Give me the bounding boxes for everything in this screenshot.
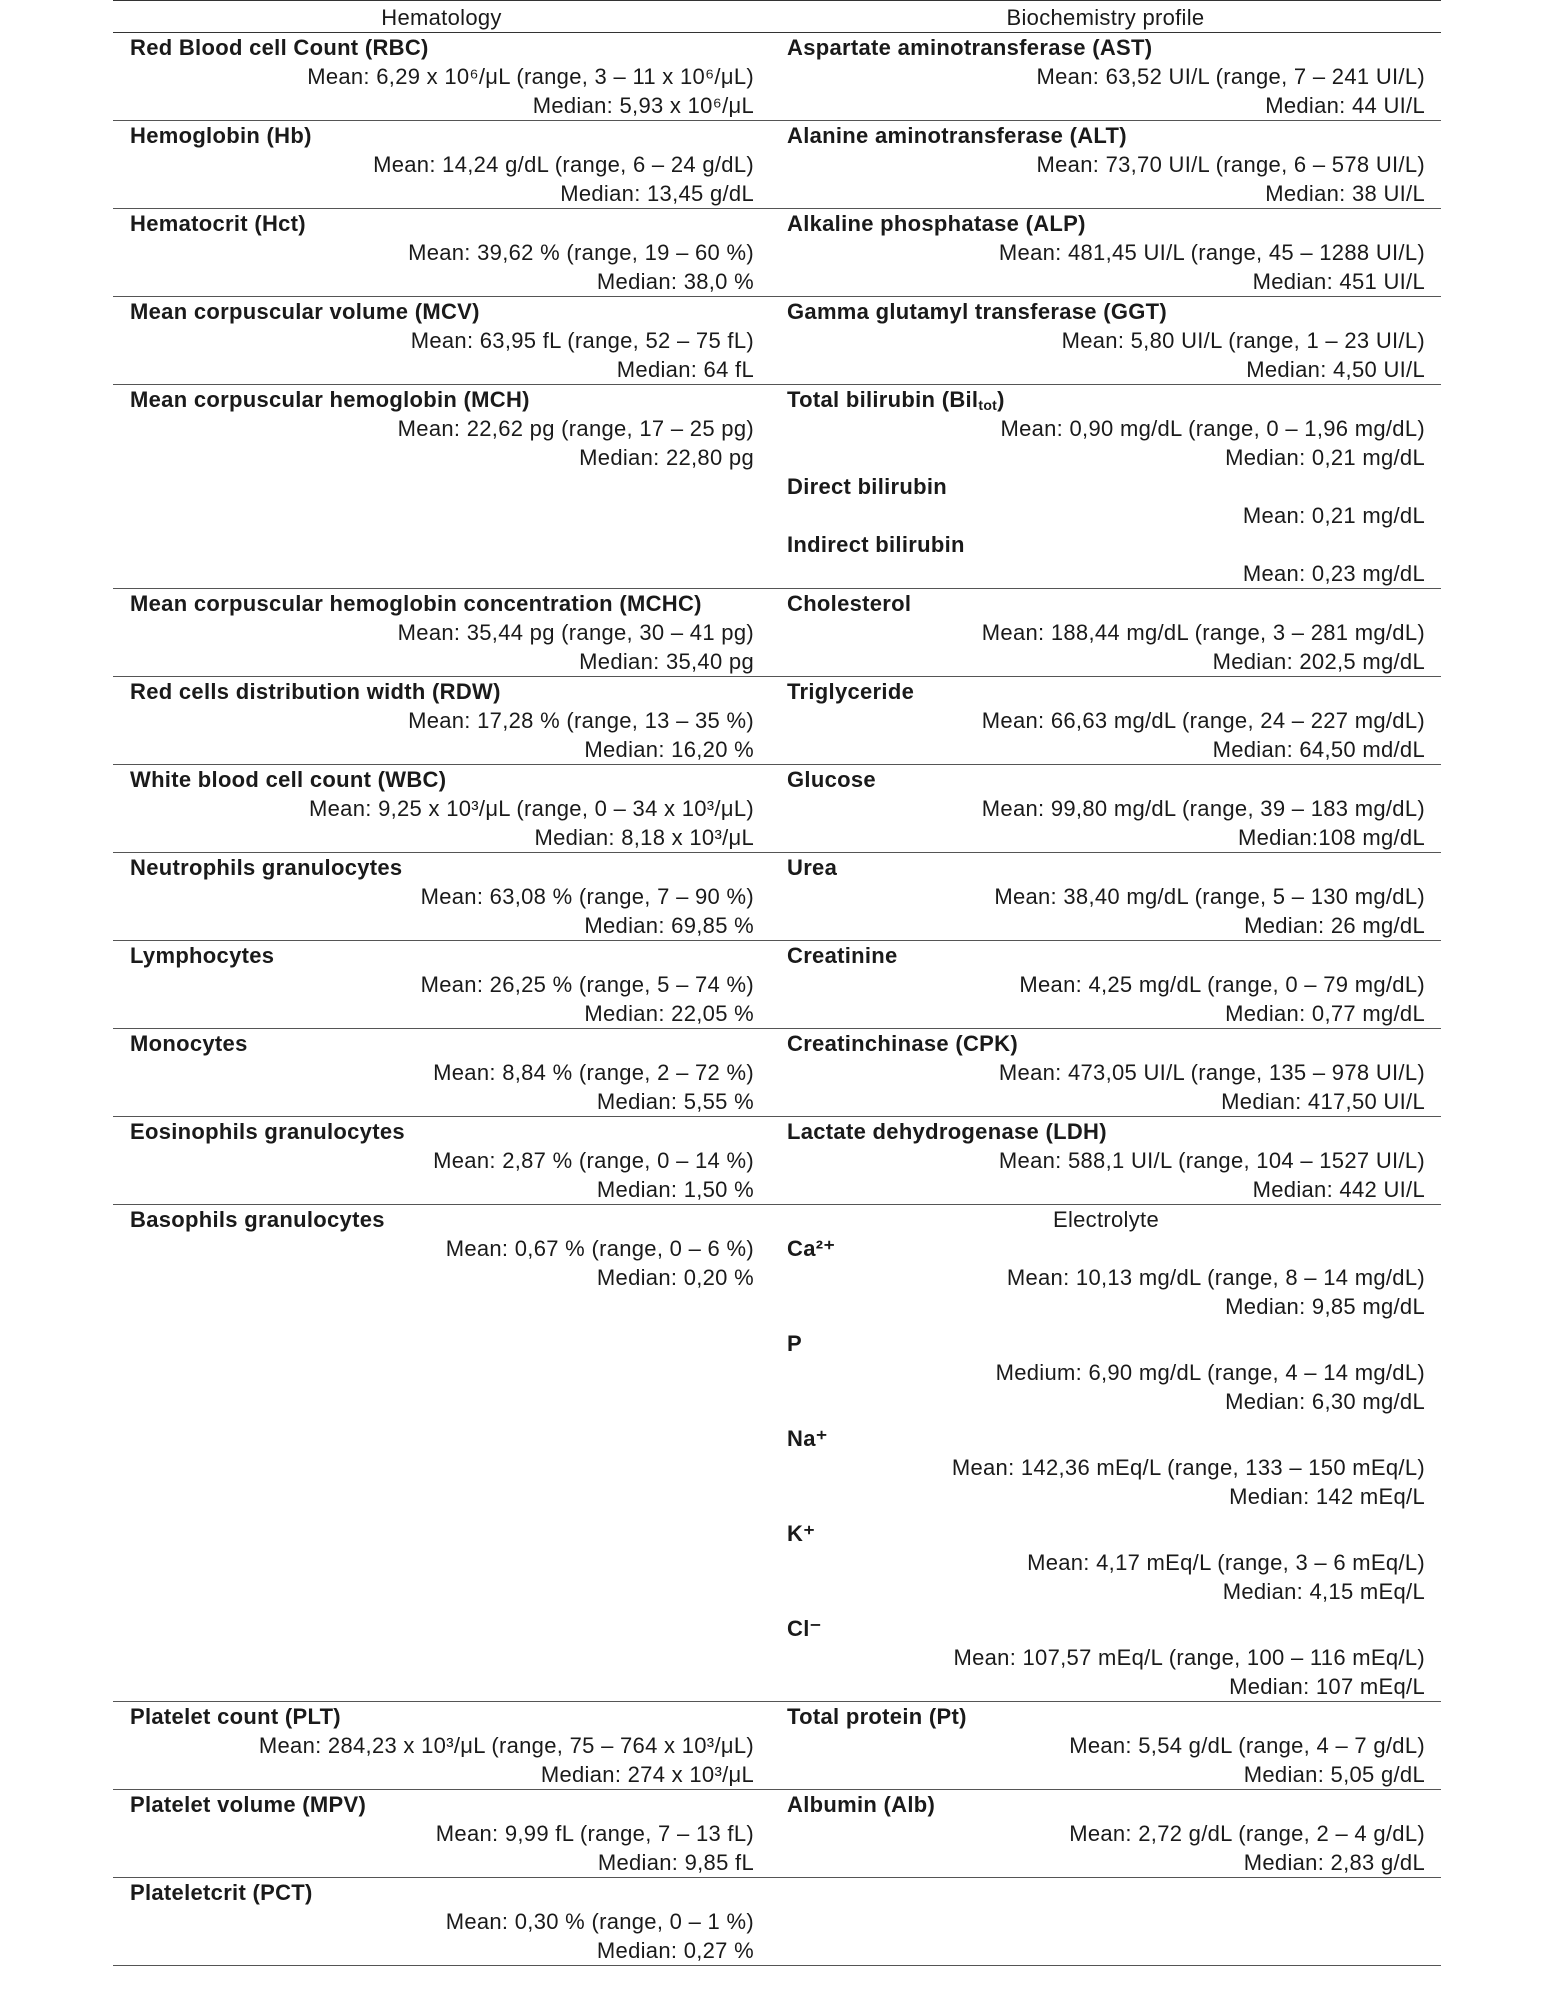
mean-value: Mean: 63,95 fL (range, 52 – 75 fL) (410, 328, 754, 353)
median-value: Median: 16,20 % (584, 737, 754, 762)
parameter-name (130, 1878, 754, 1907)
median-value: Median: 9,85 mg/dL (1225, 1294, 1425, 1319)
hematology-cell (113, 853, 770, 941)
median-value: Median: 69,85 % (584, 913, 754, 938)
median-value: Median: 22,80 pg (579, 445, 754, 470)
mean-value: Medium: 6,90 mg/dL (range, 4 – 14 mg/dL) (995, 1360, 1425, 1385)
hematology-cell (113, 1878, 770, 1966)
median-value: Median: 5,55 % (596, 1089, 754, 1114)
electrolyte-name: Ca²⁺ (787, 1236, 836, 1261)
mean-value: Mean: 22,62 pg (range, 17 – 25 pg) (397, 416, 754, 441)
hematology-cell (113, 1029, 770, 1117)
table-row (113, 33, 1441, 121)
median-value: Median: 44 UI/L (1265, 93, 1425, 118)
spacer (787, 1606, 1425, 1614)
biochemistry-cell (770, 1878, 1441, 1966)
parameter-name-text: Mean corpuscular hemoglobin concentration (MCHC) (130, 591, 702, 616)
parameter-name (130, 121, 754, 150)
electrolyte-name: Na⁺ (787, 1426, 828, 1451)
parameter-name (787, 33, 1425, 62)
hematology-cell (113, 385, 770, 589)
parameter-name (787, 1790, 1425, 1819)
biochemistry-cell (770, 853, 1441, 941)
mean-value: Mean: 5,54 g/dL (range, 4 – 7 g/dL) (1069, 1733, 1425, 1758)
parameter-name (130, 33, 754, 62)
mean-value: Mean: 588,1 UI/L (range, 104 – 1527 UI/L) (998, 1148, 1425, 1173)
document-page (113, 0, 1441, 1966)
parameter-name-text: Platelet count (PLT) (130, 1704, 341, 1729)
section-heading: Electrolyte (1052, 1207, 1159, 1232)
parameter-name-text: Creatinchinase (CPK) (787, 1031, 1018, 1056)
mean-value: Mean: 0,21 mg/dL (1242, 503, 1425, 528)
biochemistry-cell (770, 33, 1441, 121)
parameter-name-text: Eosinophils granulocytes (130, 1119, 405, 1144)
median-value: Median: 22,05 % (584, 1001, 754, 1026)
mean-value: Mean: 99,80 mg/dL (range, 39 – 183 mg/dL) (981, 796, 1425, 821)
parameter-name-text: Creatinine (787, 943, 898, 968)
median-value: Median: 1,50 % (596, 1177, 754, 1202)
median-value: Median: 202,5 mg/dL (1212, 649, 1425, 674)
table-row (113, 765, 1441, 853)
spacer (787, 1416, 1425, 1424)
table-header-row (113, 1, 1441, 33)
median-value: Median:108 mg/dL (1237, 825, 1425, 850)
parameter-name (787, 941, 1425, 970)
parameter-name-text: Red Blood cell Count (RBC) (130, 35, 429, 60)
mean-value: Mean: 38,40 mg/dL (range, 5 – 130 mg/dL) (994, 884, 1425, 909)
mean-value: Mean: 188,44 mg/dL (range, 3 – 281 mg/dL) (981, 620, 1425, 645)
biochemistry-cell (770, 589, 1441, 677)
hematology-cell (113, 209, 770, 297)
biochemistry-cell (770, 121, 1441, 209)
parameter-name (130, 765, 754, 794)
parameter-name-text: Platelet volume (MPV) (130, 1792, 367, 1817)
mean-value: Mean: 63,52 UI/L (range, 7 – 241 UI/L) (1036, 64, 1425, 89)
median-value: Median: 4,50 UI/L (1246, 357, 1425, 382)
biochemistry-cell (770, 1117, 1441, 1205)
hematology-cell (113, 121, 770, 209)
median-value: Median: 64,50 md/dL (1212, 737, 1425, 762)
parameter-name-text: Monocytes (130, 1031, 248, 1056)
median-value: Median: 4,15 mEq/L (1222, 1579, 1425, 1604)
median-value: Median: 64 fL (616, 357, 754, 382)
electrolyte-name: Cl⁻ (787, 1616, 822, 1641)
hematology-cell (113, 1702, 770, 1790)
spacer (787, 1511, 1425, 1519)
table-row (113, 1029, 1441, 1117)
median-value: Median: 13,45 g/dL (560, 181, 754, 206)
electrolyte-name: P (787, 1331, 802, 1356)
parameter-name-text: Triglyceride (787, 679, 915, 704)
median-value: Median: 6,30 mg/dL (1225, 1389, 1425, 1414)
parameter-name (787, 385, 1425, 414)
mean-value: Mean: 5,80 UI/L (range, 1 – 23 UI/L) (1061, 328, 1425, 353)
parameter-name (787, 589, 1425, 618)
parameter-name-text: Albumin (Alb) (787, 1792, 936, 1817)
parameter-name (130, 677, 754, 706)
mean-value: Mean: 0,67 % (range, 0 – 6 %) (445, 1236, 754, 1261)
table-body (113, 33, 1441, 1966)
parameter-name-text: Lactate dehydrogenase (LDH) (787, 1119, 1107, 1144)
median-value: Median: 417,50 UI/L (1221, 1089, 1425, 1114)
parameter-name (130, 297, 754, 326)
parameter-name (130, 1702, 754, 1731)
biochemistry-cell (770, 209, 1441, 297)
median-value: Median: 38 UI/L (1265, 181, 1425, 206)
parameter-name-subscript: tot (978, 397, 998, 413)
lab-results-table (113, 0, 1441, 1966)
parameter-name-text: Mean corpuscular volume (MCV) (130, 299, 480, 324)
parameter-name (787, 121, 1425, 150)
median-value: Median: 442 UI/L (1252, 1177, 1425, 1202)
mean-value: Mean: 14,24 g/dL (range, 6 – 24 g/dL) (373, 152, 754, 177)
mean-value: Mean: 107,57 mEq/L (range, 100 – 116 mEq/L) (953, 1645, 1425, 1670)
parameter-name (130, 1790, 754, 1819)
parameter-name (787, 1029, 1425, 1058)
parameter-name (130, 941, 754, 970)
median-value: Median: 142 mEq/L (1229, 1484, 1425, 1509)
parameter-name-text: Total bilirubin (Bil (787, 387, 979, 412)
parameter-name (787, 853, 1425, 882)
median-value: Median: 274 x 10³/μL (540, 1762, 754, 1787)
mean-value: Mean: 9,99 fL (range, 7 – 13 fL) (435, 1821, 754, 1846)
median-value: Median: 0,21 mg/dL (1225, 445, 1425, 470)
median-value: Median: 2,83 g/dL (1243, 1850, 1425, 1875)
parameter-name-text: Alkaline phosphatase (ALP) (787, 211, 1086, 236)
hematology-cell (113, 1205, 770, 1702)
parameter-name-text: Lymphocytes (130, 943, 275, 968)
mean-value: Mean: 10,13 mg/dL (range, 8 – 14 mg/dL) (1006, 1265, 1425, 1290)
electrolyte-name: K⁺ (787, 1521, 816, 1546)
parameter-name-text: Urea (787, 855, 838, 880)
biochemistry-cell (770, 1029, 1441, 1117)
biochemistry-cell (770, 1702, 1441, 1790)
table-row (113, 297, 1441, 385)
mean-value: Mean: 17,28 % (range, 13 – 35 %) (408, 708, 754, 733)
table-row (113, 121, 1441, 209)
median-value: Median: 0,27 % (596, 1938, 754, 1963)
table-row (113, 209, 1441, 297)
parameter-name (787, 765, 1425, 794)
hematology-cell (113, 589, 770, 677)
mean-value: Mean: 142,36 mEq/L (range, 133 – 150 mEq/L) (951, 1455, 1425, 1480)
parameter-name (130, 1205, 754, 1234)
parameter-name-text: Glucose (787, 767, 876, 792)
parameter-name-text: Basophils granulocytes (130, 1207, 385, 1232)
hematology-cell (113, 1790, 770, 1878)
parameter-name (130, 1029, 754, 1058)
mean-value: Mean: 0,30 % (range, 0 – 1 %) (445, 1909, 754, 1934)
mean-value: Mean: 0,90 mg/dL (range, 0 – 1,96 mg/dL) (1000, 416, 1425, 441)
hematology-cell (113, 1117, 770, 1205)
biochemistry-cell (770, 297, 1441, 385)
median-value: Median: 107 mEq/L (1229, 1674, 1425, 1699)
mean-value: Mean: 35,44 pg (range, 30 – 41 pg) (397, 620, 754, 645)
parameter-name-text: Plateletcrit (PCT) (130, 1880, 313, 1905)
parameter-name-text: Gamma glutamyl transferase (GGT) (787, 299, 1168, 324)
biochemistry-cell (770, 1790, 1441, 1878)
parameter-name (787, 209, 1425, 238)
parameter-name-text: Mean corpuscular hemoglobin (MCH) (130, 387, 530, 412)
parameter-name-text: Hematocrit (Hct) (130, 211, 306, 236)
table-row (113, 589, 1441, 677)
parameter-name (130, 385, 754, 414)
header-hematology: Hematology (113, 1, 770, 33)
hematology-cell (113, 765, 770, 853)
parameter-name-text: Neutrophils granulocytes (130, 855, 403, 880)
biochemistry-cell (770, 765, 1441, 853)
table-row (113, 385, 1441, 589)
mean-value: Mean: 2,87 % (range, 0 – 14 %) (433, 1148, 754, 1173)
biochemistry-cell (770, 1205, 1441, 1702)
parameter-name-text: Cholesterol (787, 591, 912, 616)
mean-value: Mean: 9,25 x 10³/μL (range, 0 – 34 x 10³/μL) (309, 796, 754, 821)
parameter-name-text: Aspartate aminotransferase (AST) (787, 35, 1153, 60)
median-value: Median: 5,93 x 10⁶/μL (532, 93, 754, 118)
median-value: Median: 9,85 fL (597, 1850, 754, 1875)
table-row (113, 1790, 1441, 1878)
mean-value: Mean: 0,23 mg/dL (1242, 561, 1425, 586)
parameter-name (130, 1117, 754, 1146)
header-biochemistry: Biochemistry profile (770, 1, 1441, 33)
hematology-cell (113, 297, 770, 385)
mean-value: Mean: 73,70 UI/L (range, 6 – 578 UI/L) (1036, 152, 1425, 177)
biochemistry-cell (770, 385, 1441, 589)
table-row (113, 1878, 1441, 1966)
mean-value: Mean: 8,84 % (range, 2 – 72 %) (433, 1060, 754, 1085)
parameter-name (130, 589, 754, 618)
hematology-cell (113, 941, 770, 1029)
parameter-name (130, 853, 754, 882)
parameter-name-text: Red cells distribution width (RDW) (130, 679, 501, 704)
mean-value: Mean: 39,62 % (range, 19 – 60 %) (408, 240, 754, 265)
median-value: Median: 8,18 x 10³/μL (534, 825, 754, 850)
parameter-name (787, 1117, 1425, 1146)
parameter-name (787, 677, 1425, 706)
mean-value: Mean: 63,08 % (range, 7 – 90 %) (420, 884, 754, 909)
mean-value: Mean: 4,17 mEq/L (range, 3 – 6 mEq/L) (1027, 1550, 1425, 1575)
spacer (787, 1321, 1425, 1329)
median-value: Median: 26 mg/dL (1244, 913, 1425, 938)
mean-value: Mean: 6,29 x 10⁶/μL (range, 3 – 11 x 10⁶/μL) (307, 64, 754, 89)
parameter-name-end: ) (997, 387, 1005, 412)
parameter-name (130, 209, 754, 238)
mean-value: Mean: 284,23 x 10³/μL (range, 75 – 764 x 10³/μL) (258, 1733, 754, 1758)
mean-value: Mean: 481,45 UI/L (range, 45 – 1288 UI/L) (998, 240, 1425, 265)
median-value: Median: 5,05 g/dL (1243, 1762, 1425, 1787)
table-row (113, 677, 1441, 765)
table-row (113, 1702, 1441, 1790)
hematology-cell (113, 677, 770, 765)
mean-value: Mean: 4,25 mg/dL (range, 0 – 79 mg/dL) (1019, 972, 1425, 997)
mean-value: Mean: 26,25 % (range, 5 – 74 %) (420, 972, 754, 997)
table-row (113, 1205, 1441, 1702)
parameter-name-text: Total protein (Pt) (787, 1704, 967, 1729)
median-value: Median: 0,77 mg/dL (1225, 1001, 1425, 1026)
median-value: Median: 451 UI/L (1252, 269, 1425, 294)
mean-value: Mean: 473,05 UI/L (range, 135 – 978 UI/L) (998, 1060, 1425, 1085)
table-row (113, 1117, 1441, 1205)
mean-value: Mean: 2,72 g/dL (range, 2 – 4 g/dL) (1069, 1821, 1425, 1846)
biochemistry-cell (770, 677, 1441, 765)
sub-parameter-name: Direct bilirubin (787, 474, 948, 499)
sub-parameter-name: Indirect bilirubin (787, 532, 965, 557)
median-value: Median: 0,20 % (596, 1265, 754, 1290)
hematology-cell (113, 33, 770, 121)
biochemistry-cell (770, 941, 1441, 1029)
table-row (113, 853, 1441, 941)
parameter-name-text: Alanine aminotransferase (ALT) (787, 123, 1127, 148)
parameter-name (787, 1702, 1425, 1731)
median-value: Median: 35,40 pg (579, 649, 754, 674)
median-value: Median: 38,0 % (596, 269, 754, 294)
parameter-name-text: White blood cell count (WBC) (130, 767, 447, 792)
parameter-name-text: Hemoglobin (Hb) (130, 123, 312, 148)
mean-value: Mean: 66,63 mg/dL (range, 24 – 227 mg/dL) (981, 708, 1425, 733)
table-row (113, 941, 1441, 1029)
parameter-name (787, 297, 1425, 326)
